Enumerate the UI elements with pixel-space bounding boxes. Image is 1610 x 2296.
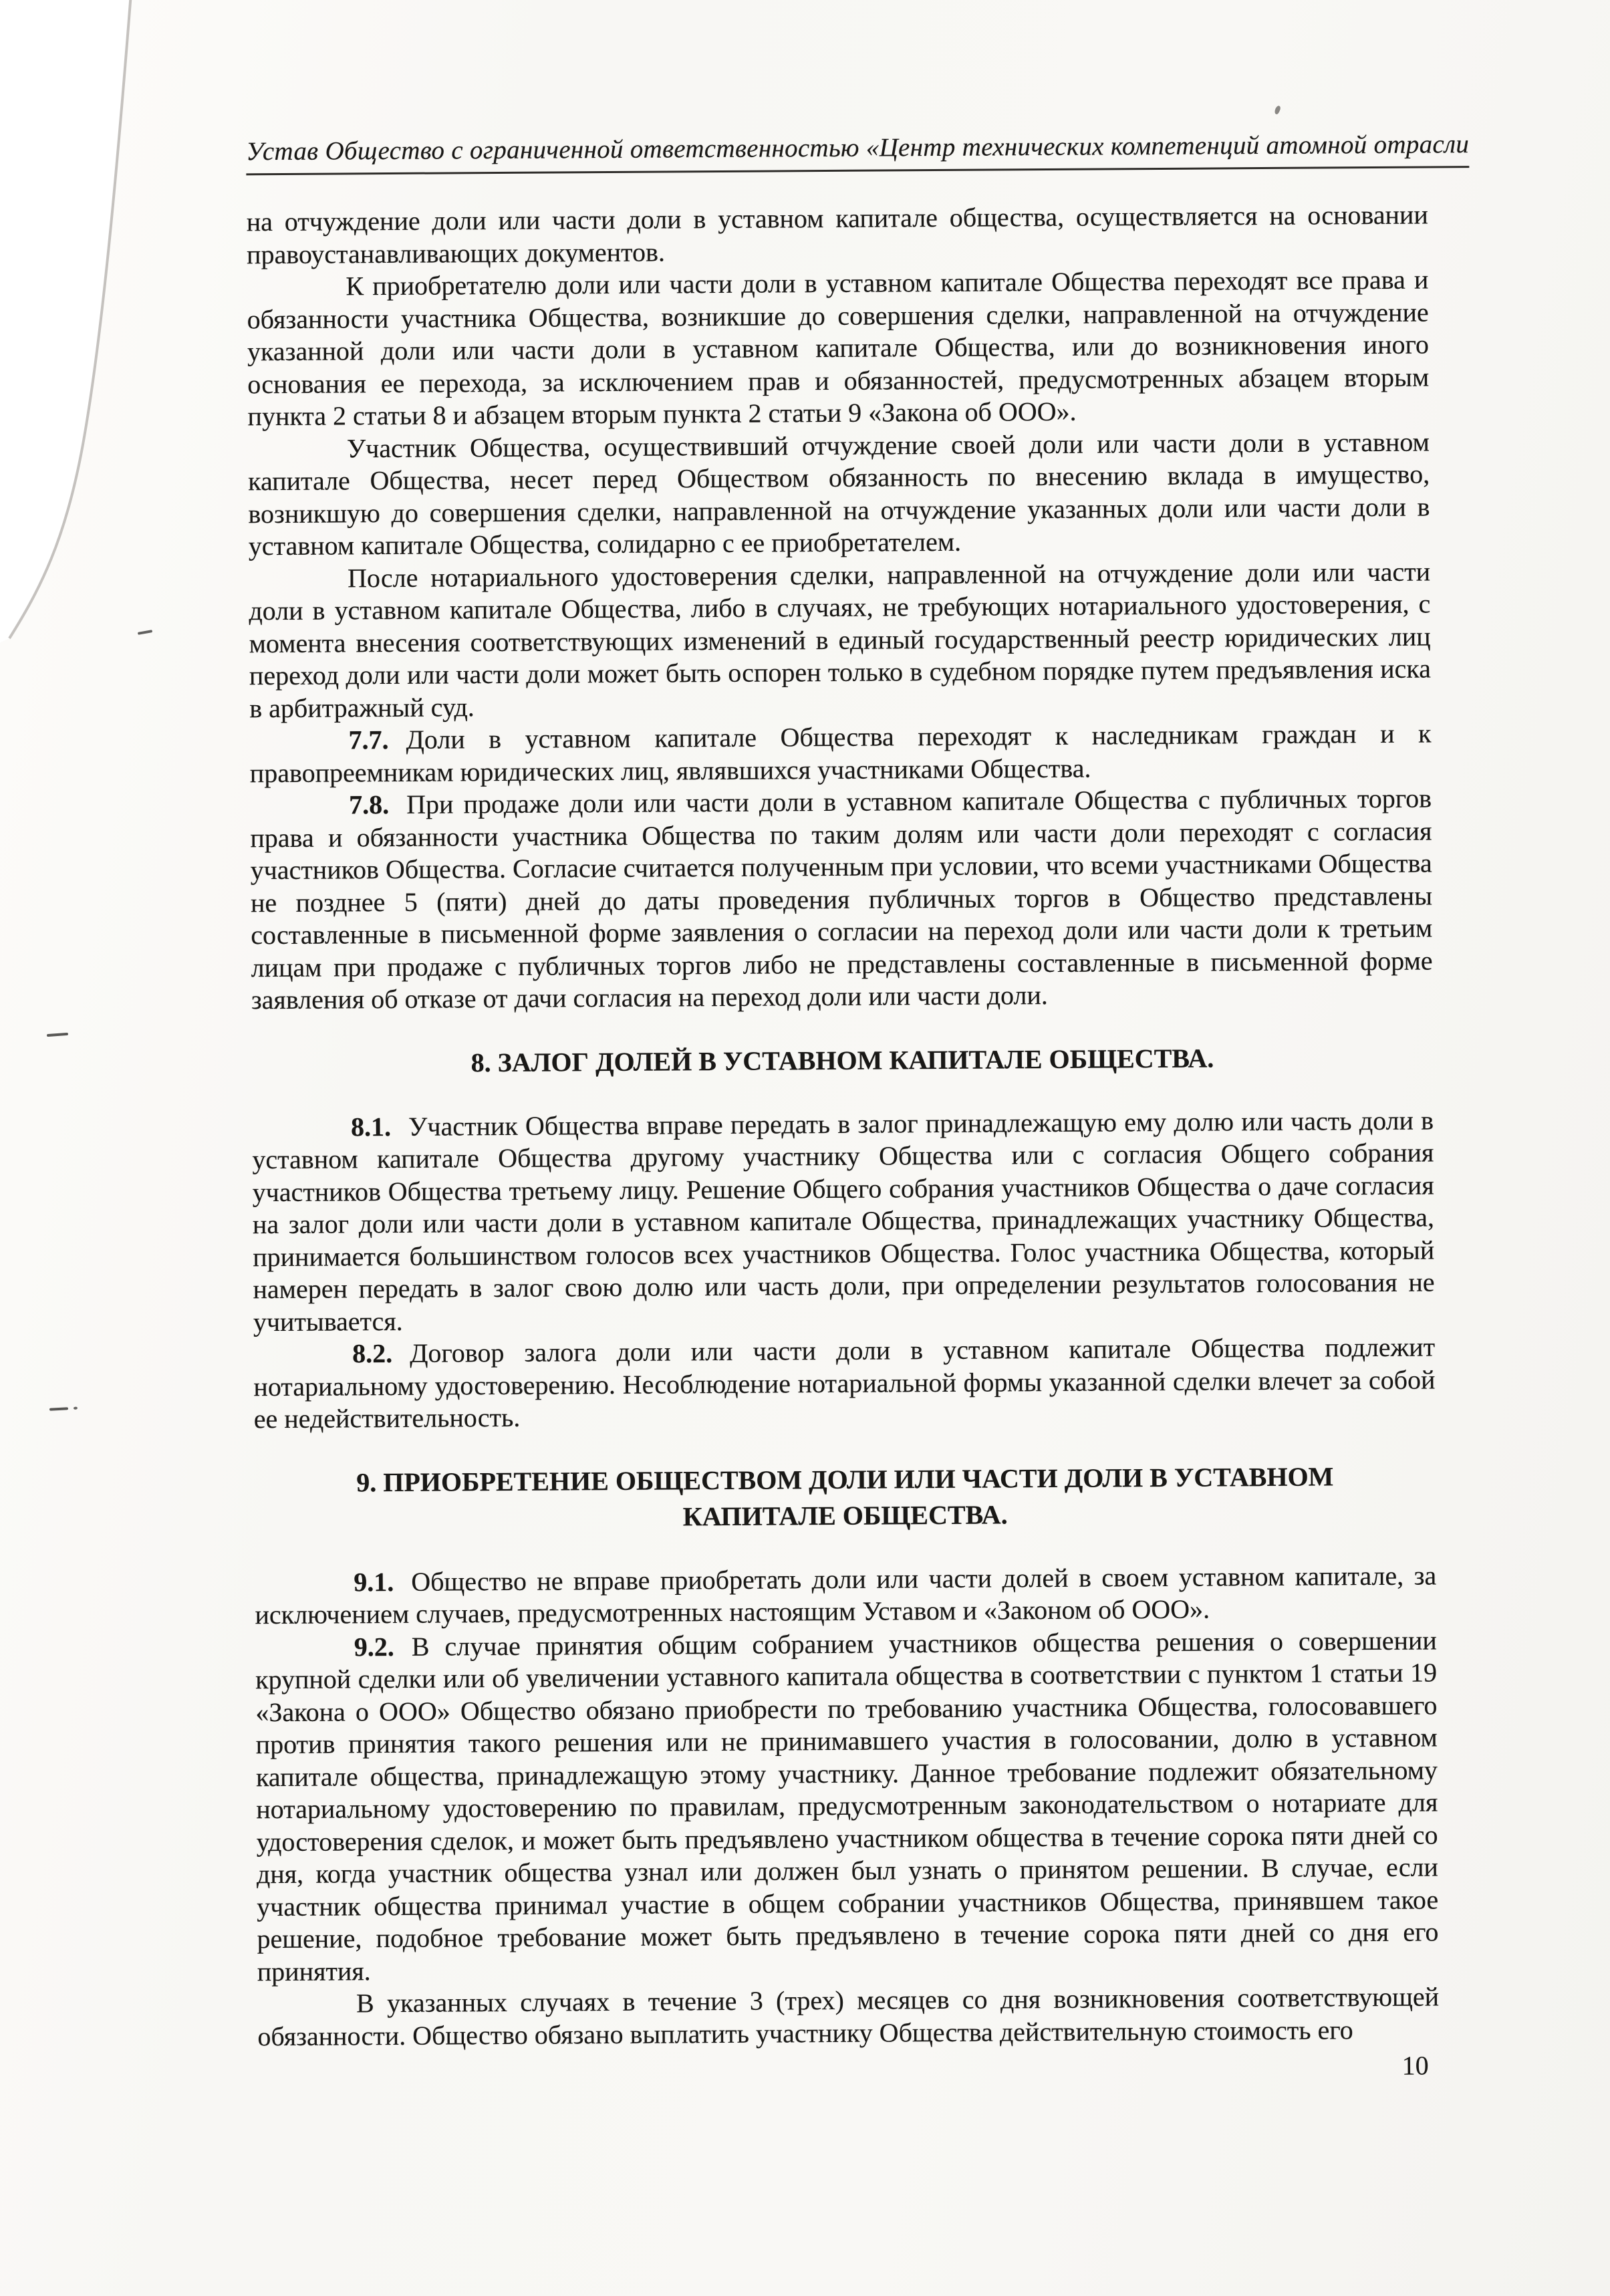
clause-9-2-text: В случае принятия общим собранием участников общества решения о совершении крупной сделки или об увеличении уставного капитала общества в соответствии с пунктом 1 статьи 19 «Закона о ООО» Общество обязано приобрести по требованию участника Общества, голосовавшего против принятия такого решения или не принимавшего участия в голосовании, долю в уставном капитале общества, принадлежащую этому участнику. Данное требование подлежит обязательному нотариальному удостоверению по правилам, предусмотренным законодательством о нотариате для удостоверения сделок, и может быть предъявлено участником общества в течение сорока пяти дней со дня, когда участник общества узнал или должен был узнать о принятом решении. В случае, если участник общества принимал участие в общем собрании участников Общества, принявшем такое решение, подобное требование может быть предъявлено в течение сорока пяти дней со дня его принятия. xyxy=(255,1624,1439,1987)
clause-9-2 xyxy=(255,1624,1439,1988)
page-number: 10 xyxy=(1401,2050,1429,2081)
clause-7-7-text: Доли в уставном капитале Общества переходят к наследникам граждан и к правопреемникам юридических лиц, являвшихся участниками Общества. xyxy=(249,718,1432,788)
document-body xyxy=(247,199,1440,2089)
paragraph-member-obligation: Участник Общества, осуществивший отчуждение своей доли или части доли в уставном капитале Общества, несет перед Обществом обязанность по внесению вклада в имущество, возникшую до совершения сделки, направленной на отчуждение указанных доли или части доли в уставном капитале Общества, солидарно с ее приобретателем. xyxy=(248,426,1430,561)
page-content xyxy=(246,128,1470,2089)
clause-9-1-number: 9.1. xyxy=(354,1566,394,1597)
section-9-heading: 9. ПРИОБРЕТЕНИЕ ОБЩЕСТВОМ ДОЛИ ИЛИ ЧАСТИ ДОЛИ В УСТАВНОМ КАПИТАЛЕ ОБЩЕСТВА. xyxy=(356,1460,1334,1531)
margin-mark-artifact xyxy=(138,630,152,635)
clause-9-1-text: Общество не вправе приобретать доли или части долей в своем уставном капитале, за исключением случаев, предусмотренных настоящим Уставом и «Законом об ООО». xyxy=(255,1559,1437,1630)
margin-mark-artifact xyxy=(47,1033,68,1037)
clause-7-8-number: 7.8. xyxy=(348,789,390,820)
clause-7-7 xyxy=(249,718,1432,790)
clause-8-2 xyxy=(253,1331,1436,1435)
clause-8-1 xyxy=(252,1104,1435,1338)
clause-9-2-number: 9.2. xyxy=(354,1631,394,1662)
paragraph-continuation: на отчуждение доли или части доли в уставном капитале общества, осуществляется на основании правоустанавливающих документов. xyxy=(246,199,1428,269)
paragraph-notarial-certification: После нотариального удостоверения сделки, направленной на отчуждение доли или части доли в уставном капитале Общества, либо в случаях, не требующих нотариального удостоверения, с момента внесения соответствующих изменений в единый государственный реестр юридических лиц переход доли или части доли может быть оспорен только в судебном порядке путем предъявления иска в арбитражный суд. xyxy=(249,556,1432,723)
document-running-header-text: Устав Общество с ограниченной ответственностью «Центр технических компетенций атомной отрасли xyxy=(246,128,1469,175)
margin-mark-artifact xyxy=(49,1407,68,1410)
paragraph-payment-obligation: В указанных случаях в течение 3 (трех) месяцев со дня возникновения соответствующей обязанности. Общество обязано выплатить участнику Общества действительную стоимость его xyxy=(257,1981,1440,2051)
clause-7-7-number: 7.7. xyxy=(348,725,389,755)
scan-speck-artifact xyxy=(1274,105,1282,115)
clause-8-2-number: 8.2. xyxy=(352,1338,393,1369)
clause-9-1 xyxy=(255,1559,1437,1632)
clause-8-2-text: Договор залога доли или части доли в уставном капитале Общества подлежит нотариальному удостоверению. Несоблюдение нотариальной формы указанной сделки влечет за собой ее недействительность. xyxy=(253,1331,1436,1434)
clause-7-8-text: При продаже доли или части доли в уставном капитале Общества с публичных торгов права и обязанности участника Общества по таким долям или части доли переходят с согласия участников Общества. Согласие считается полученным при условии, что всеми участниками Общества не позднее 5 (пяти) дней до даты проведения публичных торгов в Общество представлены составленные в письменной форме заявления о согласии на переход доли или части доли к третьим лицам при продаже с публичных торгов либо не представлены составленные в письменной форме заявления об отказе от дачи согласия на переход доли или части доли. xyxy=(250,783,1433,1015)
section-8-heading: 8. ЗАЛОГ ДОЛЕЙ В УСТАВНОМ КАПИТАЛЕ ОБЩЕСТВА. xyxy=(471,1042,1214,1077)
paragraph-acquirer-rights: К приобретателю доли или части доли в уставном капитале Общества переходят все права и обязанности участника Общества, возникшие до совершения сделки, направленной на отчуждение указанной доли или части доли в уставном капитале Общества, или до возникновения иного основания ее перехода, за исключением прав и обязанностей, предусмотренных абзацем вторым пункта 2 статьи 8 и абзацем вторым пункта 2 статьи 9 «Закона об ООО». xyxy=(247,264,1430,432)
page-edge-curve-artifact xyxy=(0,0,187,682)
clause-7-8 xyxy=(250,783,1433,1017)
clause-8-1-number: 8.1. xyxy=(350,1111,392,1142)
clause-8-1-text: Участник Общества вправе передать в залог принадлежащую ему долю или часть доли в уставном капитале Общества другому участнику Общества или с согласия Общего собрания участников Общества третьему лицу. Решение Общего собрания участников Общества о даче согласия на залог доли или части доли в уставном капитале Общества, принадлежащих участнику Общества, принимается большинством голосов всех участников Общества. Голос участника Общества, который намерен передать в залог свою долю или часть доли, при определении результатов голосования не учитывается. xyxy=(252,1104,1435,1337)
document-running-header xyxy=(246,128,1470,176)
